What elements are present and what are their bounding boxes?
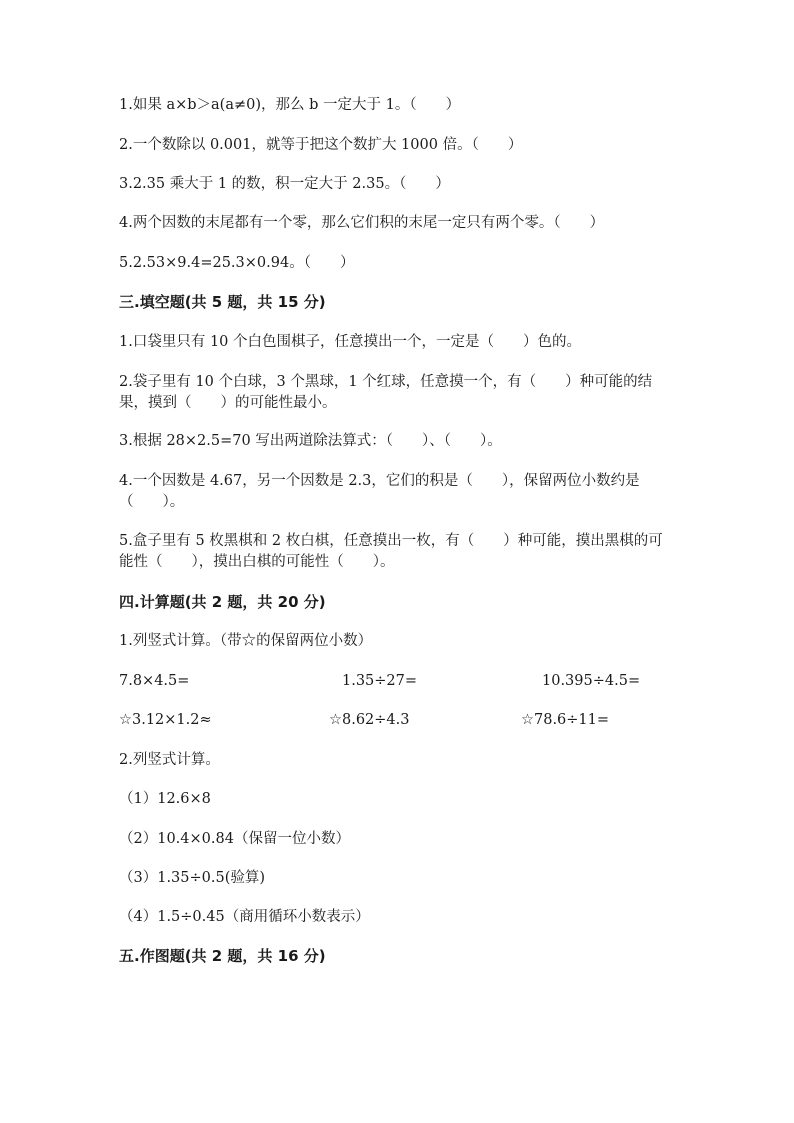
section-calc-heading: 四.计算题(共 2 题，共 20 分) (119, 593, 326, 611)
calc-subitem-3: （3）1.35÷0.5(验算) (119, 870, 266, 886)
calc-question-2: 2.列竖式计算。 (119, 752, 220, 768)
section-fill-heading: 三.填空题(共 5 题，共 15 分) (119, 293, 326, 311)
judge-item-4: 4.两个因数的末尾都有一个零，那么它们积的末尾一定只有两个零。（ ） (119, 215, 605, 231)
judge-item-1: 1.如果 a×b＞a(a≠0)，那么 b 一定大于 1。（ ） (119, 97, 461, 113)
calc-subitem-1: （1）12.6×8 (119, 791, 211, 807)
calc-expression: 7.8×4.5= (119, 673, 190, 689)
calc-subitem-2: （2）10.4×0.84（保留一位小数） (119, 831, 350, 847)
calc-expression: ☆78.6÷11= (521, 712, 610, 728)
calc-expression: 10.395÷4.5= (542, 673, 641, 689)
calc-subitem-4: （4）1.5÷0.45（商用循环小数表示） (119, 909, 370, 925)
judge-item-5: 5.2.53×9.4=25.3×0.94。（ ） (119, 255, 355, 271)
fill-item-1: 1.口袋里只有 10 个白色围棋子，任意摸出一个，一定是（ ）色的。 (119, 334, 582, 350)
calc-row-2 (119, 710, 679, 731)
judge-item-3: 3.2.35 乘大于 1 的数，积一定大于 2.35。（ ） (119, 176, 450, 192)
fill-item-3: 3.根据 28×2.5=70 写出两道除法算式：（ ）、（ ）。 (119, 433, 502, 449)
fill-item-4: 4.一个因数是 4.67，另一个因数是 2.3，它们的积是（ ），保留两位小数约是（ ）。 (119, 473, 640, 510)
calc-question-1: 1.列竖式计算。（带☆的保留两位小数） (119, 633, 373, 649)
calc-expression: ☆8.62÷4.3 (329, 712, 410, 728)
calc-expression: 1.35÷27= (342, 673, 418, 689)
calc-expression: ☆3.12×1.2≈ (119, 712, 212, 728)
fill-item-5: 5.盒子里有 5 枚黑棋和 2 枚白棋，任意摸出一枚，有（ ）种可能，摸出黑棋的可能性（ ），摸出白棋的可能性（ ）。 (119, 533, 663, 570)
fill-item-2: 2.袋子里有 10 个白球，3 个黑球，1 个红球，任意摸一个，有（ ）种可能的结果，摸到（ ）的可能性最小。 (119, 374, 653, 411)
judge-item-2: 2.一个数除以 0.001，就等于把这个数扩大 1000 倍。（ ） (119, 137, 523, 153)
section-draw-heading: 五.作图题(共 2 题，共 16 分) (119, 947, 326, 965)
calc-row-1 (119, 671, 679, 692)
